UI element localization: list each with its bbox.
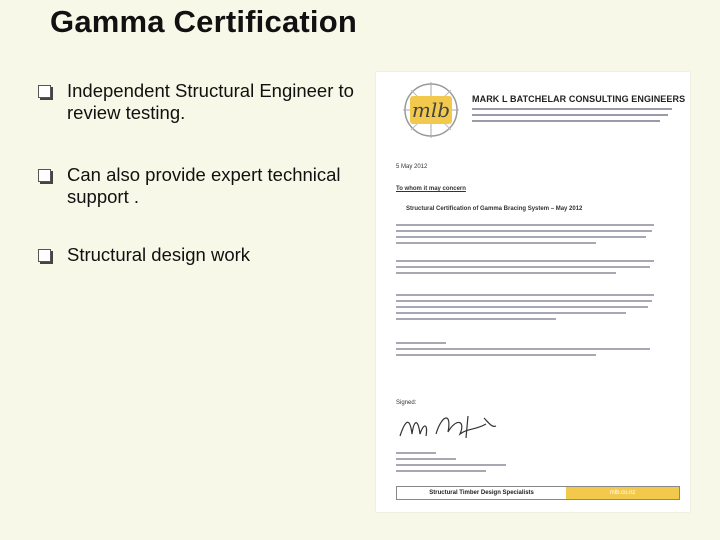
footer-website: mlb.co.nz — [566, 487, 679, 499]
bullet-text: Structural design work — [67, 244, 251, 265]
signature — [396, 408, 506, 448]
address-lines — [472, 108, 682, 126]
certification-letter-image — [376, 72, 690, 512]
letter-paragraph — [396, 342, 656, 360]
letter-paragraph — [396, 294, 656, 324]
signature-block — [396, 452, 516, 476]
bullet-text: Independent Structural Engineer to review testing. — [67, 80, 354, 123]
bullet-text: Can also provide expert technical support . — [67, 164, 341, 207]
letter-footer — [396, 486, 680, 500]
letter-paragraph — [396, 260, 656, 278]
firm-name: MARK L BATCHELAR CONSULTING ENGINEERS — [472, 94, 686, 104]
signed-label: Signed: — [396, 400, 417, 406]
letter-salutation: To whom it may concern — [396, 186, 466, 192]
letter-subject: Structural Certification of Gamma Bracing System – May 2012 — [406, 206, 583, 212]
logo-mark: mlb — [411, 98, 451, 122]
signature-icon — [396, 408, 506, 448]
checkbox-bullet-icon — [38, 169, 51, 182]
footer-tagline: Structural Timber Design Specialists — [429, 490, 534, 496]
checkbox-bullet-icon — [38, 85, 51, 98]
checkbox-bullet-icon — [38, 249, 51, 262]
slide-title: Gamma Certification — [50, 4, 357, 39]
company-logo — [398, 78, 468, 140]
letter-paragraph — [396, 224, 656, 248]
letter-date: 5 May 2012 — [396, 164, 428, 170]
